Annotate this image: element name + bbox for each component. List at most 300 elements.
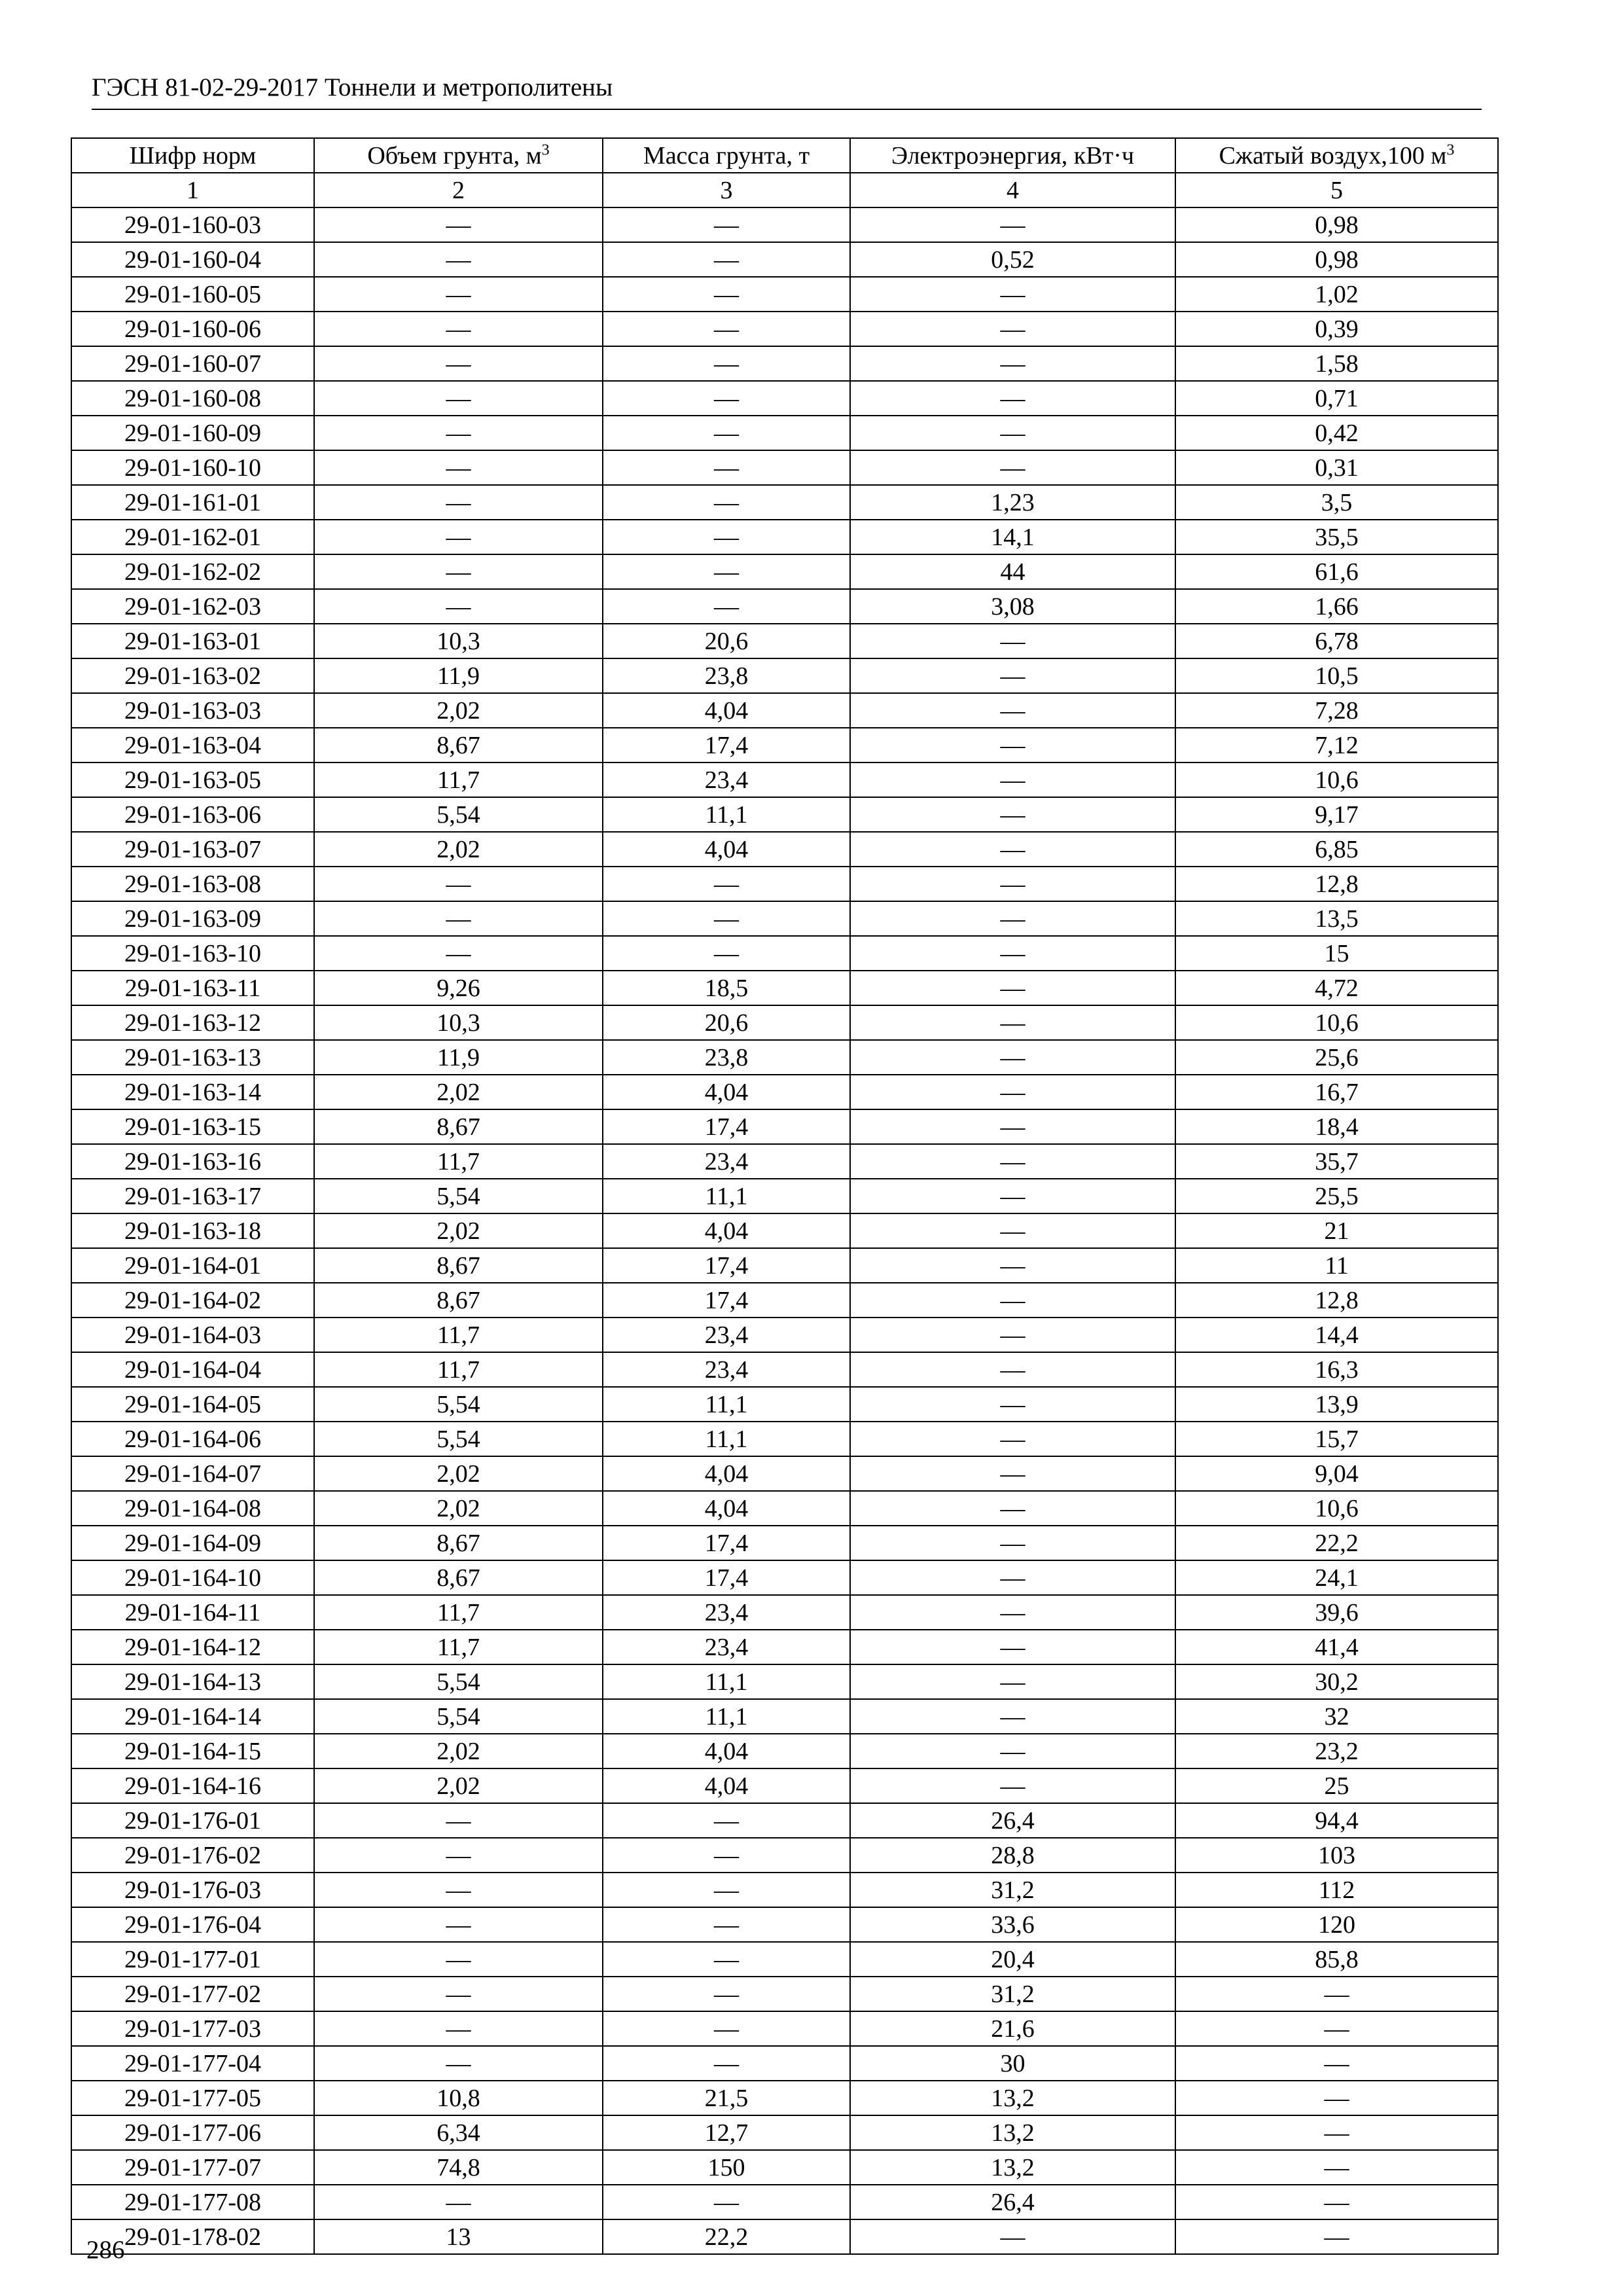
- table-row: [71, 1664, 1498, 1699]
- norm-code-cell: 29-01-164-11: [71, 1595, 314, 1630]
- value-cell: 11,7: [314, 1352, 603, 1387]
- table-row: [71, 277, 1498, 312]
- value-cell: 11,7: [314, 1318, 603, 1352]
- value-cell: —: [314, 1838, 603, 1873]
- value-cell: 11,1: [603, 1699, 850, 1734]
- norm-code-cell: 29-01-163-18: [71, 1213, 314, 1248]
- value-cell: —: [603, 1942, 850, 1977]
- value-cell: —: [850, 936, 1175, 971]
- value-cell: 4,04: [603, 1456, 850, 1491]
- value-cell: —: [603, 901, 850, 936]
- value-cell: 103: [1175, 1838, 1498, 1873]
- value-cell: 10,3: [314, 1005, 603, 1040]
- norm-code-cell: 29-01-178-02: [71, 2219, 314, 2254]
- value-cell: —: [850, 1560, 1175, 1595]
- value-cell: —: [314, 1873, 603, 1907]
- value-cell: 23,8: [603, 1040, 850, 1075]
- value-cell: —: [314, 901, 603, 936]
- norm-code-cell: 29-01-177-02: [71, 1977, 314, 2011]
- norm-code-cell: 29-01-163-10: [71, 936, 314, 971]
- table-row: [71, 693, 1498, 728]
- value-cell: —: [314, 416, 603, 450]
- table-row: [71, 1907, 1498, 1942]
- table-row: [71, 1387, 1498, 1422]
- table-row: [71, 1942, 1498, 1977]
- value-cell: 2,02: [314, 693, 603, 728]
- table-row: [71, 867, 1498, 901]
- value-cell: 30: [850, 2046, 1175, 2081]
- norm-code-cell: 29-01-163-02: [71, 658, 314, 693]
- value-cell: —: [850, 762, 1175, 797]
- norm-code-cell: 29-01-163-01: [71, 624, 314, 658]
- table-row: [71, 1283, 1498, 1318]
- value-cell: —: [603, 520, 850, 554]
- value-cell: —: [603, 1977, 850, 2011]
- table-row: [71, 1248, 1498, 1283]
- table-row: [71, 312, 1498, 346]
- norm-code-cell: 29-01-176-02: [71, 1838, 314, 1873]
- value-cell: 4,04: [603, 832, 850, 867]
- table-row: [71, 1873, 1498, 1907]
- value-cell: 6,85: [1175, 832, 1498, 867]
- value-cell: 9,04: [1175, 1456, 1498, 1491]
- norm-code-cell: 29-01-160-09: [71, 416, 314, 450]
- value-cell: 23,4: [603, 1595, 850, 1630]
- table-row: [71, 554, 1498, 589]
- norm-code-cell: 29-01-163-11: [71, 971, 314, 1005]
- value-cell: 23,4: [603, 1630, 850, 1664]
- value-cell: 2,02: [314, 1491, 603, 1526]
- norm-code-cell: 29-01-163-14: [71, 1075, 314, 1109]
- norm-code-cell: 29-01-164-08: [71, 1491, 314, 1526]
- value-cell: —: [603, 277, 850, 312]
- value-cell: 4,04: [603, 1491, 850, 1526]
- value-cell: —: [314, 450, 603, 485]
- value-cell: 23,4: [603, 1144, 850, 1179]
- value-cell: 11,1: [603, 1422, 850, 1456]
- value-cell: 31,2: [850, 1873, 1175, 1907]
- value-cell: 6,34: [314, 2115, 603, 2150]
- norm-code-cell: 29-01-164-03: [71, 1318, 314, 1352]
- value-cell: —: [603, 936, 850, 971]
- value-cell: —: [603, 450, 850, 485]
- value-cell: —: [1175, 2011, 1498, 2046]
- value-cell: 21,5: [603, 2081, 850, 2115]
- norm-code-cell: 29-01-160-06: [71, 312, 314, 346]
- value-cell: —: [850, 381, 1175, 416]
- value-cell: —: [850, 658, 1175, 693]
- value-cell: 25,5: [1175, 1179, 1498, 1213]
- value-cell: —: [314, 1803, 603, 1838]
- value-cell: 17,4: [603, 1109, 850, 1144]
- value-cell: —: [603, 381, 850, 416]
- value-cell: 5,54: [314, 1179, 603, 1213]
- value-cell: 0,71: [1175, 381, 1498, 416]
- value-cell: 13,9: [1175, 1387, 1498, 1422]
- table-row: [71, 1456, 1498, 1491]
- table-row: [71, 1560, 1498, 1595]
- value-cell: 2,02: [314, 832, 603, 867]
- table-row: [71, 1699, 1498, 1734]
- value-cell: 18,4: [1175, 1109, 1498, 1144]
- value-cell: 11,1: [603, 1179, 850, 1213]
- norm-code-cell: 29-01-176-04: [71, 1907, 314, 1942]
- value-cell: 0,98: [1175, 242, 1498, 277]
- value-cell: 17,4: [603, 1560, 850, 1595]
- value-cell: —: [850, 728, 1175, 762]
- value-cell: 61,6: [1175, 554, 1498, 589]
- value-cell: —: [850, 1768, 1175, 1803]
- value-cell: 11,7: [314, 1144, 603, 1179]
- value-cell: 6,78: [1175, 624, 1498, 658]
- value-cell: —: [314, 381, 603, 416]
- value-cell: 74,8: [314, 2150, 603, 2185]
- value-cell: 39,6: [1175, 1595, 1498, 1630]
- norm-code-cell: 29-01-163-12: [71, 1005, 314, 1040]
- norm-code-cell: 29-01-164-15: [71, 1734, 314, 1768]
- value-cell: 10,3: [314, 624, 603, 658]
- norm-code-cell: 29-01-176-03: [71, 1873, 314, 1907]
- value-cell: 23,4: [603, 1352, 850, 1387]
- value-cell: —: [850, 277, 1175, 312]
- table-row: [71, 1005, 1498, 1040]
- value-cell: 0,42: [1175, 416, 1498, 450]
- value-cell: 120: [1175, 1907, 1498, 1942]
- norm-code-cell: 29-01-164-02: [71, 1283, 314, 1318]
- table-row: [71, 1838, 1498, 1873]
- norm-code-cell: 29-01-163-17: [71, 1179, 314, 1213]
- value-cell: 94,4: [1175, 1803, 1498, 1838]
- value-cell: 11: [1175, 1248, 1498, 1283]
- table-row: [71, 346, 1498, 381]
- value-cell: 10,6: [1175, 762, 1498, 797]
- value-cell: —: [850, 1213, 1175, 1248]
- value-cell: —: [603, 346, 850, 381]
- value-cell: 10,5: [1175, 658, 1498, 693]
- norm-code-cell: 29-01-164-05: [71, 1387, 314, 1422]
- table-row: [71, 1075, 1498, 1109]
- value-cell: 11,7: [314, 762, 603, 797]
- value-cell: 0,39: [1175, 312, 1498, 346]
- value-cell: 23,4: [603, 1318, 850, 1352]
- value-cell: 0,52: [850, 242, 1175, 277]
- value-cell: —: [850, 2219, 1175, 2254]
- norm-code-cell: 29-01-162-01: [71, 520, 314, 554]
- value-cell: —: [850, 1075, 1175, 1109]
- table-row: [71, 1318, 1498, 1352]
- norm-code-cell: 29-01-164-16: [71, 1768, 314, 1803]
- value-cell: —: [850, 1491, 1175, 1526]
- value-cell: —: [603, 867, 850, 901]
- value-cell: 10,8: [314, 2081, 603, 2115]
- value-cell: 11,7: [314, 1630, 603, 1664]
- value-cell: 5,54: [314, 1664, 603, 1699]
- norm-code-cell: 29-01-161-01: [71, 485, 314, 520]
- value-cell: 1,66: [1175, 589, 1498, 624]
- value-cell: —: [1175, 2081, 1498, 2115]
- norm-code-cell: 29-01-163-05: [71, 762, 314, 797]
- value-cell: —: [314, 2046, 603, 2081]
- value-cell: —: [1175, 2046, 1498, 2081]
- value-cell: —: [850, 1318, 1175, 1352]
- value-cell: —: [603, 1838, 850, 1873]
- value-cell: —: [850, 971, 1175, 1005]
- value-cell: —: [314, 1907, 603, 1942]
- value-cell: —: [1175, 2115, 1498, 2150]
- table-row: [71, 2115, 1498, 2150]
- value-cell: 33,6: [850, 1907, 1175, 1942]
- value-cell: 5,54: [314, 1422, 603, 1456]
- value-cell: —: [603, 416, 850, 450]
- value-cell: —: [850, 1699, 1175, 1734]
- norm-code-cell: 29-01-160-10: [71, 450, 314, 485]
- norm-code-cell: 29-01-164-10: [71, 1560, 314, 1595]
- table-row: [71, 207, 1498, 242]
- column-header: Шифр норм: [71, 138, 314, 173]
- norm-code-cell: 29-01-176-01: [71, 1803, 314, 1838]
- value-cell: 2,02: [314, 1734, 603, 1768]
- value-cell: —: [1175, 1977, 1498, 2011]
- column-header: Сжатый воздух,100 $м^3$: [1175, 138, 1498, 173]
- value-cell: 20,4: [850, 1942, 1175, 1977]
- norm-code-cell: 29-01-177-03: [71, 2011, 314, 2046]
- norm-code-cell: 29-01-164-13: [71, 1664, 314, 1699]
- value-cell: 32: [1175, 1699, 1498, 1734]
- norm-code-cell: 29-01-177-06: [71, 2115, 314, 2150]
- norm-code-cell: 29-01-164-09: [71, 1526, 314, 1560]
- running-header: ГЭСН 81-02-29-2017 Тоннели и метрополитены: [92, 73, 613, 101]
- value-cell: 13,2: [850, 2081, 1175, 2115]
- value-cell: 150: [603, 2150, 850, 2185]
- table-row: [71, 485, 1498, 520]
- value-cell: —: [603, 1907, 850, 1942]
- norm-code-cell: 29-01-163-15: [71, 1109, 314, 1144]
- norm-code-cell: 29-01-163-07: [71, 832, 314, 867]
- value-cell: 4,72: [1175, 971, 1498, 1005]
- value-cell: —: [314, 277, 603, 312]
- value-cell: 11,7: [314, 1595, 603, 1630]
- table-row: [71, 658, 1498, 693]
- value-cell: 85,8: [1175, 1942, 1498, 1977]
- table-row: [71, 797, 1498, 832]
- value-cell: —: [850, 1526, 1175, 1560]
- value-cell: 4,04: [603, 1768, 850, 1803]
- value-cell: 112: [1175, 1873, 1498, 1907]
- value-cell: —: [314, 936, 603, 971]
- value-cell: 4,04: [603, 1075, 850, 1109]
- value-cell: —: [603, 554, 850, 589]
- value-cell: —: [850, 624, 1175, 658]
- value-cell: 4,04: [603, 1213, 850, 1248]
- norm-code-cell: 29-01-160-07: [71, 346, 314, 381]
- value-cell: 12,7: [603, 2115, 850, 2150]
- column-number-row: [71, 173, 1498, 207]
- table-row: [71, 1040, 1498, 1075]
- value-cell: —: [850, 1422, 1175, 1456]
- value-cell: 5,54: [314, 1699, 603, 1734]
- value-cell: 21: [1175, 1213, 1498, 1248]
- value-cell: —: [603, 242, 850, 277]
- column-number: 1: [71, 173, 314, 207]
- value-cell: —: [850, 1352, 1175, 1387]
- value-cell: 25,6: [1175, 1040, 1498, 1075]
- norm-code-cell: 29-01-164-01: [71, 1248, 314, 1283]
- norm-code-cell: 29-01-160-05: [71, 277, 314, 312]
- value-cell: —: [314, 589, 603, 624]
- table-row: [71, 1630, 1498, 1664]
- value-cell: 0,98: [1175, 207, 1498, 242]
- value-cell: 26,4: [850, 2185, 1175, 2219]
- value-cell: 8,67: [314, 1248, 603, 1283]
- table-row: [71, 450, 1498, 485]
- value-cell: 13,2: [850, 2150, 1175, 2185]
- value-cell: —: [850, 1664, 1175, 1699]
- table-row: [71, 1734, 1498, 1768]
- value-cell: —: [603, 207, 850, 242]
- value-cell: 22,2: [603, 2219, 850, 2254]
- table-row: [71, 1595, 1498, 1630]
- value-cell: 18,5: [603, 971, 850, 1005]
- table-row: [71, 624, 1498, 658]
- value-cell: 8,67: [314, 728, 603, 762]
- value-cell: —: [314, 346, 603, 381]
- value-cell: 2,02: [314, 1075, 603, 1109]
- value-cell: 28,8: [850, 1838, 1175, 1873]
- table-row: [71, 832, 1498, 867]
- value-cell: 20,6: [603, 624, 850, 658]
- table-row: [71, 589, 1498, 624]
- table-row: [71, 2081, 1498, 2115]
- value-cell: —: [850, 312, 1175, 346]
- value-cell: 2,02: [314, 1456, 603, 1491]
- table-row: [71, 2150, 1498, 2185]
- norm-code-cell: 29-01-177-04: [71, 2046, 314, 2081]
- value-cell: 8,67: [314, 1526, 603, 1560]
- column-header: Электроэнергия, кВт·ч: [850, 138, 1175, 173]
- column-number: 3: [603, 173, 850, 207]
- value-cell: —: [314, 2185, 603, 2219]
- norm-code-cell: 29-01-160-03: [71, 207, 314, 242]
- value-cell: 11,1: [603, 797, 850, 832]
- value-cell: 3,08: [850, 589, 1175, 624]
- table-row: [71, 1179, 1498, 1213]
- value-cell: 41,4: [1175, 1630, 1498, 1664]
- norm-code-cell: 29-01-163-16: [71, 1144, 314, 1179]
- norm-code-cell: 29-01-164-12: [71, 1630, 314, 1664]
- value-cell: 5,54: [314, 797, 603, 832]
- value-cell: —: [603, 2185, 850, 2219]
- norm-code-cell: 29-01-163-09: [71, 901, 314, 936]
- table-row: [71, 520, 1498, 554]
- value-cell: 44: [850, 554, 1175, 589]
- value-cell: 8,67: [314, 1283, 603, 1318]
- value-cell: 9,26: [314, 971, 603, 1005]
- value-cell: —: [314, 312, 603, 346]
- value-cell: 11,9: [314, 658, 603, 693]
- table-row: [71, 381, 1498, 416]
- table-row: [71, 416, 1498, 450]
- table-row: [71, 2185, 1498, 2219]
- value-cell: 4,04: [603, 1734, 850, 1768]
- value-cell: 12,8: [1175, 867, 1498, 901]
- value-cell: 0,31: [1175, 450, 1498, 485]
- value-cell: —: [314, 242, 603, 277]
- value-cell: —: [603, 2011, 850, 2046]
- norm-code-cell: 29-01-164-07: [71, 1456, 314, 1491]
- column-header: Масса грунта, т: [603, 138, 850, 173]
- value-cell: —: [850, 416, 1175, 450]
- value-cell: 5,54: [314, 1387, 603, 1422]
- value-cell: —: [850, 1109, 1175, 1144]
- value-cell: 7,28: [1175, 693, 1498, 728]
- value-cell: 3,5: [1175, 485, 1498, 520]
- value-cell: 1,58: [1175, 346, 1498, 381]
- value-cell: —: [314, 867, 603, 901]
- value-cell: 7,12: [1175, 728, 1498, 762]
- value-cell: —: [850, 1144, 1175, 1179]
- value-cell: —: [850, 1248, 1175, 1283]
- norm-code-cell: 29-01-177-07: [71, 2150, 314, 2185]
- value-cell: —: [850, 1040, 1175, 1075]
- value-cell: —: [314, 520, 603, 554]
- value-cell: 17,4: [603, 1248, 850, 1283]
- value-cell: —: [314, 207, 603, 242]
- value-cell: —: [314, 485, 603, 520]
- column-header: Объем грунта, $м^3$: [314, 138, 603, 173]
- value-cell: —: [1175, 2185, 1498, 2219]
- value-cell: —: [850, 450, 1175, 485]
- value-cell: 31,2: [850, 1977, 1175, 2011]
- table-row: [71, 1977, 1498, 2011]
- table-row: [71, 1109, 1498, 1144]
- table-row: [71, 1491, 1498, 1526]
- table-row: [71, 1213, 1498, 1248]
- norm-code-cell: 29-01-163-13: [71, 1040, 314, 1075]
- value-cell: 4,04: [603, 693, 850, 728]
- value-cell: 14,1: [850, 520, 1175, 554]
- value-cell: —: [603, 485, 850, 520]
- value-cell: 10,6: [1175, 1491, 1498, 1526]
- value-cell: —: [603, 589, 850, 624]
- value-cell: —: [850, 1595, 1175, 1630]
- value-cell: 25: [1175, 1768, 1498, 1803]
- value-cell: —: [850, 693, 1175, 728]
- table-row: [71, 1526, 1498, 1560]
- value-cell: 11,1: [603, 1387, 850, 1422]
- column-number: 5: [1175, 173, 1498, 207]
- value-cell: —: [850, 1630, 1175, 1664]
- norm-code-cell: 29-01-163-08: [71, 867, 314, 901]
- value-cell: —: [850, 1179, 1175, 1213]
- value-cell: —: [850, 797, 1175, 832]
- value-cell: —: [1175, 2219, 1498, 2254]
- value-cell: 30,2: [1175, 1664, 1498, 1699]
- value-cell: 2,02: [314, 1213, 603, 1248]
- header-row: [71, 138, 1498, 173]
- norm-code-cell: 29-01-164-04: [71, 1352, 314, 1387]
- table-row: [71, 936, 1498, 971]
- value-cell: —: [850, 1734, 1175, 1768]
- value-cell: —: [850, 1283, 1175, 1318]
- norm-code-cell: 29-01-164-06: [71, 1422, 314, 1456]
- value-cell: —: [314, 1977, 603, 2011]
- table-row: [71, 762, 1498, 797]
- value-cell: 2,02: [314, 1768, 603, 1803]
- norm-code-cell: 29-01-162-02: [71, 554, 314, 589]
- value-cell: —: [850, 867, 1175, 901]
- value-cell: 10,6: [1175, 1005, 1498, 1040]
- table-row: [71, 2219, 1498, 2254]
